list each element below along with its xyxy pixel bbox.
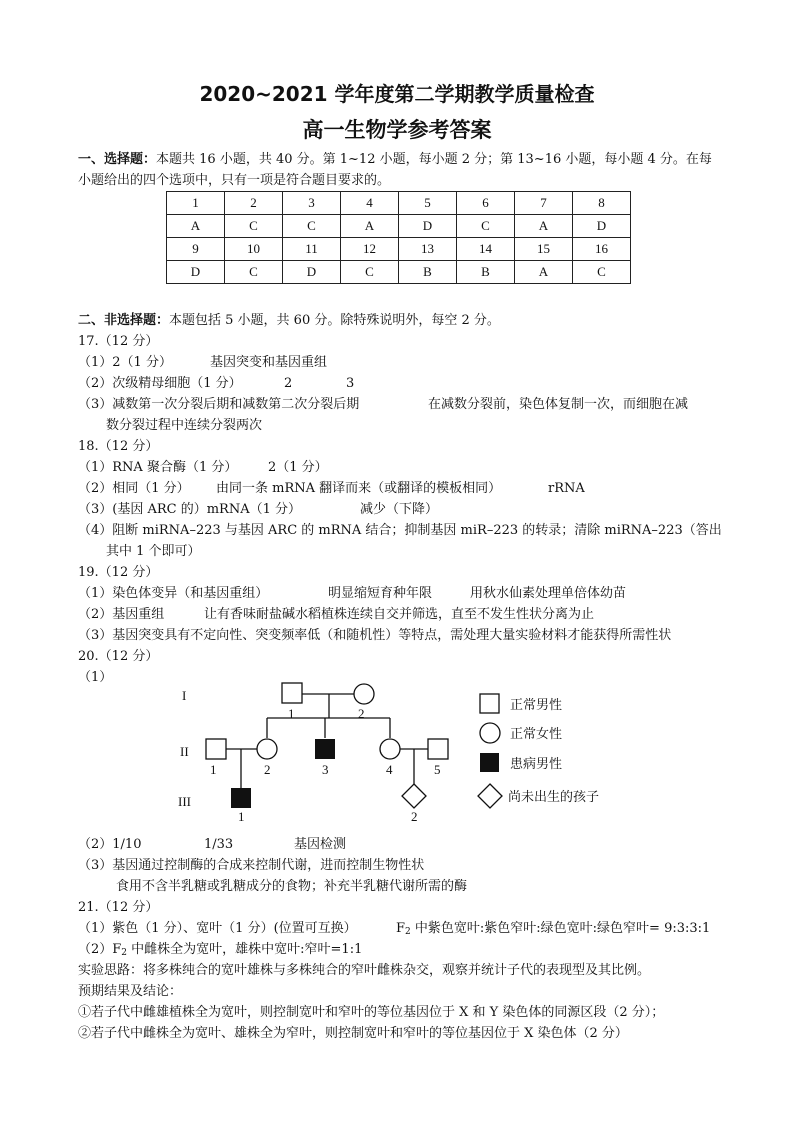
q19-answer-1: （1）染色体变异（和基因重组）: [78, 586, 269, 601]
q21-answer-1b: $F_2$ 中紫色宽叶:紫色窄叶:绿色宽叶:绿色窄叶= 9:3:3:1: [396, 921, 711, 937]
q20-answer-3b: 食用不含半乳糖或乳糖成分的食物；补充半乳糖代谢所需的酶: [116, 879, 468, 894]
q21-result-1: ①若子代中雌雄植株全为宽叶，则控制宽叶和窄叶的等位基因位于 X 和 Y 染色体的同源区段（2 分）；: [78, 1005, 665, 1020]
individual-number: 2: [358, 706, 365, 721]
table-row: [167, 215, 631, 238]
q19-heading: 19.（12 分）: [78, 565, 159, 580]
table-cell: A: [515, 261, 573, 284]
table-cell: 12: [341, 238, 399, 261]
table-cell: A: [341, 215, 399, 238]
q18-answer-1b: 2（1 分）: [268, 460, 328, 475]
table-cell: 8: [573, 192, 631, 215]
table-cell: C: [283, 215, 341, 238]
q20-answer-1: （1）: [78, 670, 113, 685]
male-affected-III1: [231, 788, 251, 808]
table-row: [167, 238, 631, 261]
individual-number: 4: [386, 762, 393, 777]
male-normal-II1: [206, 739, 226, 759]
table-cell: 1: [167, 192, 225, 215]
table-cell: 15: [515, 238, 573, 261]
table-cell: 16: [573, 238, 631, 261]
section2-line: 二、非选择题：本题包括 5 小题，共 60 分。除特殊说明外，每空 2 分。: [78, 313, 500, 328]
table-cell: C: [457, 215, 515, 238]
table-cell: D: [283, 261, 341, 284]
q17-answer-2c: 3: [346, 376, 355, 391]
table-cell: 7: [515, 192, 573, 215]
q18-answer-2b: 由同一条 mRNA 翻译而来（或翻译的模板相同）: [216, 481, 502, 496]
legend-female-label: 正常女性: [510, 726, 563, 741]
q17-heading: 17.（12 分）: [78, 334, 159, 349]
unborn-child-III2: [402, 784, 426, 808]
q20-answer-2b: 1/33: [204, 837, 234, 852]
table-cell: 9: [167, 238, 225, 261]
female-normal-II2: [257, 739, 277, 759]
answer-table: [166, 191, 631, 284]
q18-answer-4b: 其中 1 个即可）: [106, 544, 201, 559]
male-normal-II5: [428, 739, 448, 759]
q21-result-2: ②若子代中雌株全为宽叶、雄株全为窄叶，则控制宽叶和窄叶的等位基因位于 X 染色体（2 分）: [78, 1026, 628, 1041]
q17-answer-3: （3）减数第一次分裂后期和减数第二次分裂后期: [78, 397, 360, 412]
generation-label-III: III: [178, 794, 191, 809]
section1-line1: 一、选择题：本题共 16 小题，共 40 分。第 1~12 小题，每小题 2 分；第 13~16 小题，每小题 4 分。在每: [78, 152, 712, 167]
q21-experiment-idea: 实验思路：将多株纯合的宽叶雄株与多株纯合的窄叶雌株杂交，观察并统计子代的表现型及其比例。: [78, 963, 651, 978]
individual-number: 2: [264, 762, 271, 777]
page-subtitle: 高一生物学参考答案: [302, 118, 492, 142]
q18-answer-3: （3）(基因 ARC 的）mRNA（1 分）: [78, 502, 302, 517]
q19-answer-3: （3）基因突变具有不定向性、突变频率低（和随机性）等特点，需处理大量实验材料才能获得所需性状: [78, 628, 672, 643]
table-cell: A: [167, 215, 225, 238]
table-cell: 5: [399, 192, 457, 215]
q19-answer-1c: 用秋水仙素处理单倍体幼苗: [470, 586, 627, 601]
q21-answer-2: $(2)F_2$ 中雌株全为宽叶，雄株中宽叶:窄叶=1:1: [78, 942, 363, 958]
q20-answer-2c: 基因检测: [294, 837, 347, 852]
pedigree-chart: [170, 676, 620, 826]
table-cell: C: [573, 261, 631, 284]
table-cell: 6: [457, 192, 515, 215]
table-cell: C: [225, 261, 283, 284]
table-cell: 14: [457, 238, 515, 261]
q21-answer-1: （1）紫色（1 分）、宽叶（1 分）(位置可互换）: [78, 921, 357, 936]
q20-answer-3: （3）基因通过控制酶的合成来控制代谢，进而控制生物性状: [78, 858, 425, 873]
q18-answer-3b: 减少（下降）: [360, 502, 439, 517]
page-title: 2020~2021 学年度第二学期教学质量检查: [199, 82, 595, 106]
q19-answer-1b: 明显缩短育种年限: [328, 586, 433, 601]
individual-number: 1: [210, 762, 217, 777]
q17-answer-3c: 数分裂过程中连续分裂两次: [106, 418, 263, 433]
table-cell: D: [399, 215, 457, 238]
table-cell: 11: [283, 238, 341, 261]
legend-affected-icon: [480, 753, 499, 772]
q20-answer-2: （2）1/10: [78, 837, 142, 852]
male-affected-II3: [315, 739, 335, 759]
q17-answer-3b: 在减数分裂前，染色体复制一次，而细胞在减: [428, 397, 689, 412]
individual-number: 1: [288, 706, 295, 721]
legend-affected-label: 患病男性: [510, 756, 563, 771]
q19-answer-2b: 让有香味耐盐碱水稻植株连续自交并筛选，直至不发生性状分离为止: [204, 607, 595, 622]
legend-female-icon: [480, 723, 500, 743]
q17-answer-2: （2）次级精母细胞（1 分）: [78, 376, 242, 391]
q18-answer-1: （1）RNA 聚合酶（1 分）: [78, 460, 238, 475]
q18-answer-4: （4）阻断 miRNA–223 与基因 ARC 的 mRNA 结合；抑制基因 miR–223 的转录；清除 miRNA–223（答出: [78, 523, 722, 538]
table-row: [167, 192, 631, 215]
legend-male-label: 正常男性: [510, 697, 563, 712]
individual-number: 2: [411, 809, 418, 824]
table-cell: C: [225, 215, 283, 238]
table-cell: 13: [399, 238, 457, 261]
q19-answer-2: （2）基因重组: [78, 607, 165, 622]
table-cell: 10: [225, 238, 283, 261]
individual-number: 3: [322, 762, 329, 777]
female-normal-I2: [354, 684, 374, 704]
individual-number: 5: [434, 762, 441, 777]
q21-heading: 21.（12 分）: [78, 900, 159, 915]
legend-unborn-label: 尚未出生的孩子: [508, 789, 600, 804]
generation-label-I: I: [182, 688, 187, 703]
q17-answer-1: （1）2（1 分）: [78, 355, 172, 370]
table-cell: 4: [341, 192, 399, 215]
section1-line2: 小题给出的四个选项中，只有一项是符合题目要求的。: [78, 173, 391, 188]
q17-answer-2b: 2: [284, 376, 293, 391]
table-row: [167, 261, 631, 284]
male-normal-I1: [282, 683, 302, 703]
table-cell: B: [399, 261, 457, 284]
q18-answer-2c: rRNA: [548, 481, 585, 496]
generation-label-II: II: [180, 744, 189, 759]
legend-unborn-icon: [478, 784, 502, 808]
q20-heading: 20.（12 分）: [78, 649, 159, 664]
q21-expected-heading: 预期结果及结论：: [78, 984, 183, 999]
individual-number: 1: [238, 809, 245, 824]
table-cell: 3: [283, 192, 341, 215]
table-cell: A: [515, 215, 573, 238]
section1-heading: 一、选择题：: [78, 152, 157, 167]
female-normal-II4: [380, 739, 400, 759]
table-cell: D: [573, 215, 631, 238]
table-cell: B: [457, 261, 515, 284]
q18-answer-2: （2）相同（1 分）: [78, 481, 190, 496]
q17-answer-1b: 基因突变和基因重组: [210, 355, 328, 370]
table-cell: 2: [225, 192, 283, 215]
legend-male-icon: [480, 694, 499, 713]
table-cell: D: [167, 261, 225, 284]
table-cell: C: [341, 261, 399, 284]
q18-heading: 18.（12 分）: [78, 439, 159, 454]
section2-heading: 二、非选择题：: [78, 313, 170, 328]
